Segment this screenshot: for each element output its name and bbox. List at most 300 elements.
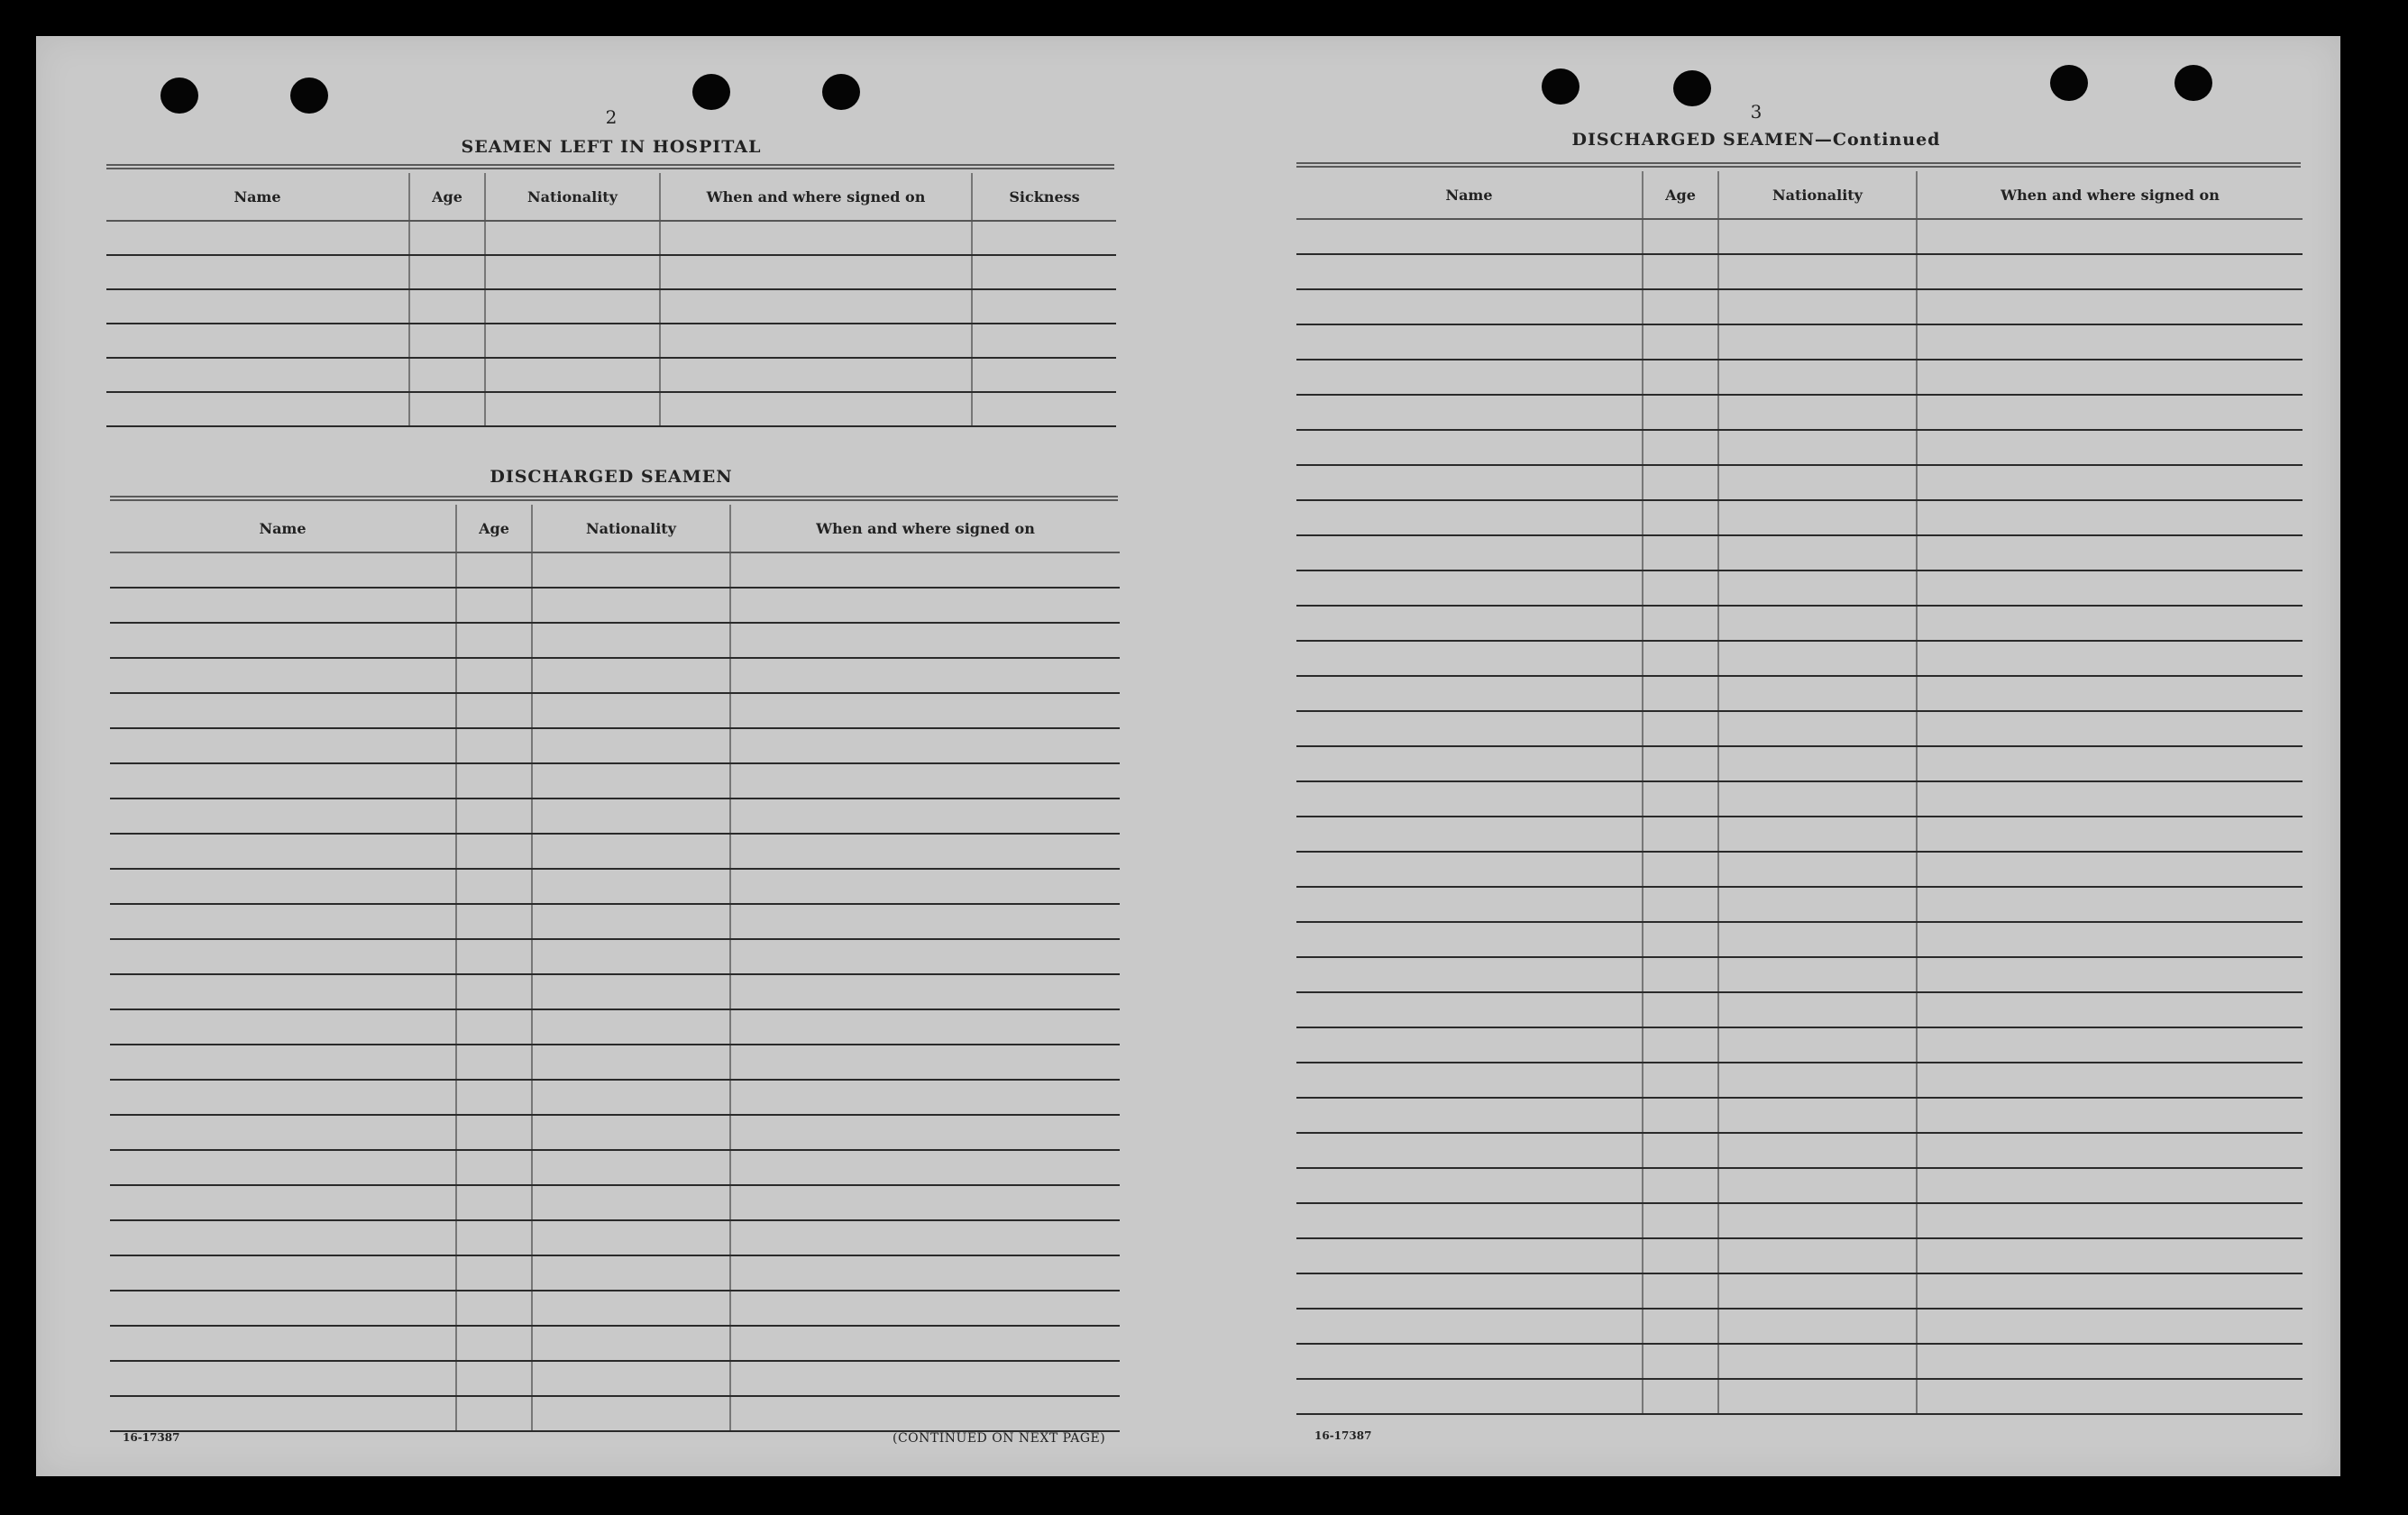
blank-cell[interactable] <box>660 358 972 392</box>
blank-cell[interactable] <box>532 1291 730 1326</box>
blank-cell[interactable] <box>1643 254 1718 289</box>
blank-cell[interactable] <box>1643 289 1718 324</box>
blank-cell[interactable] <box>1917 1133 2303 1168</box>
blank-cell[interactable] <box>1718 1098 1917 1133</box>
blank-cell[interactable] <box>110 763 456 799</box>
blank-cell[interactable] <box>456 1220 532 1255</box>
blank-cell[interactable] <box>1296 992 1643 1027</box>
table-row <box>106 255 1116 289</box>
blank-cell[interactable] <box>730 1361 1120 1396</box>
blank-cell[interactable] <box>1643 606 1718 641</box>
blank-cell[interactable] <box>409 289 485 324</box>
blank-cell[interactable] <box>730 1326 1120 1361</box>
blank-cell[interactable] <box>485 289 660 324</box>
blank-cell[interactable] <box>730 588 1120 623</box>
blank-cell[interactable] <box>532 1150 730 1185</box>
blank-cell[interactable] <box>110 1255 456 1291</box>
blank-cell[interactable] <box>1643 360 1718 395</box>
blank-cell[interactable] <box>1718 1379 1917 1414</box>
blank-cell[interactable] <box>1296 465 1643 500</box>
blank-cell[interactable] <box>1718 817 1917 852</box>
blank-cell[interactable] <box>456 1150 532 1185</box>
blank-cell[interactable] <box>1643 1203 1718 1238</box>
blank-cell[interactable] <box>1917 746 2303 781</box>
table-row <box>1296 1203 2303 1238</box>
blank-cell[interactable] <box>1643 676 1718 711</box>
hospital-table <box>106 173 1116 427</box>
blank-cell[interactable] <box>1296 360 1643 395</box>
blank-cell[interactable] <box>1296 1309 1643 1344</box>
table-row <box>1296 957 2303 992</box>
table-row <box>1296 219 2303 254</box>
blank-cell[interactable] <box>456 1009 532 1045</box>
blank-cell[interactable] <box>409 324 485 358</box>
blank-cell[interactable] <box>1917 324 2303 360</box>
blank-cell[interactable] <box>456 1291 532 1326</box>
table-row <box>110 799 1120 834</box>
blank-cell[interactable] <box>1718 570 1917 606</box>
blank-cell[interactable] <box>1718 606 1917 641</box>
discharged-continued-title: DISCHARGED SEAMEN—Continued <box>1571 130 1941 150</box>
blank-cell[interactable] <box>456 869 532 904</box>
blank-cell[interactable] <box>1718 219 1917 254</box>
column-header-name: Name <box>1296 171 1643 219</box>
blank-cell[interactable] <box>1718 887 1917 922</box>
blank-cell[interactable] <box>1643 781 1718 817</box>
blank-cell[interactable] <box>1718 1273 1917 1309</box>
blank-cell[interactable] <box>110 1220 456 1255</box>
blank-cell[interactable] <box>1917 360 2303 395</box>
blank-cell[interactable] <box>532 939 730 974</box>
column-header-age: Age <box>409 173 485 221</box>
blank-cell[interactable] <box>1917 1063 2303 1098</box>
blank-cell[interactable] <box>1643 430 1718 465</box>
blank-cell[interactable] <box>1296 606 1643 641</box>
blank-cell[interactable] <box>1296 570 1643 606</box>
table-row <box>110 834 1120 869</box>
blank-cell[interactable] <box>972 392 1116 426</box>
blank-cell[interactable] <box>456 1185 532 1220</box>
blank-cell[interactable] <box>1296 1168 1643 1203</box>
table-row <box>1296 606 2303 641</box>
blank-cell[interactable] <box>730 1045 1120 1080</box>
blank-cell[interactable] <box>1643 1063 1718 1098</box>
blank-cell[interactable] <box>1643 219 1718 254</box>
blank-cell[interactable] <box>456 974 532 1009</box>
blank-cell[interactable] <box>1917 254 2303 289</box>
blank-cell[interactable] <box>1718 641 1917 676</box>
blank-cell[interactable] <box>1718 1133 1917 1168</box>
blank-cell[interactable] <box>532 904 730 939</box>
blank-cell[interactable] <box>1643 1309 1718 1344</box>
blank-cell[interactable] <box>1718 992 1917 1027</box>
blank-cell[interactable] <box>1643 1273 1718 1309</box>
blank-cell[interactable] <box>1643 1027 1718 1063</box>
blank-cell[interactable] <box>1643 1098 1718 1133</box>
blank-cell[interactable] <box>1296 430 1643 465</box>
blank-cell[interactable] <box>1917 289 2303 324</box>
blank-cell[interactable] <box>1296 1379 1643 1414</box>
blank-cell[interactable] <box>409 221 485 255</box>
blank-cell[interactable] <box>1917 1379 2303 1414</box>
blank-cell[interactable] <box>1718 1309 1917 1344</box>
blank-cell[interactable] <box>532 1361 730 1396</box>
blank-cell[interactable] <box>110 1045 456 1080</box>
table-header-row <box>110 505 1120 552</box>
blank-cell[interactable] <box>972 255 1116 289</box>
blank-cell[interactable] <box>1917 852 2303 887</box>
blank-cell[interactable] <box>1917 1238 2303 1273</box>
blank-cell[interactable] <box>106 221 409 255</box>
blank-cell[interactable] <box>1643 500 1718 535</box>
blank-cell[interactable] <box>1296 1273 1643 1309</box>
blank-cell[interactable] <box>730 1220 1120 1255</box>
blank-cell[interactable] <box>1296 1344 1643 1379</box>
blank-cell[interactable] <box>1643 465 1718 500</box>
blank-cell[interactable] <box>1718 1238 1917 1273</box>
blank-cell[interactable] <box>106 289 409 324</box>
blank-cell[interactable] <box>1296 957 1643 992</box>
blank-cell[interactable] <box>730 799 1120 834</box>
blank-cell[interactable] <box>532 728 730 763</box>
blank-cell[interactable] <box>1718 465 1917 500</box>
hospital-section-title: SEAMEN LEFT IN HOSPITAL <box>461 137 762 157</box>
blank-cell[interactable] <box>532 1326 730 1361</box>
blank-cell[interactable] <box>106 324 409 358</box>
blank-cell[interactable] <box>1718 1203 1917 1238</box>
blank-cell[interactable] <box>1643 992 1718 1027</box>
blank-cell[interactable] <box>485 255 660 289</box>
blank-cell[interactable] <box>532 552 730 588</box>
blank-cell[interactable] <box>110 623 456 658</box>
blank-cell[interactable] <box>110 834 456 869</box>
blank-cell[interactable] <box>532 974 730 1009</box>
table-row <box>1296 289 2303 324</box>
blank-cell[interactable] <box>110 693 456 728</box>
blank-cell[interactable] <box>1643 1238 1718 1273</box>
blank-cell[interactable] <box>532 869 730 904</box>
blank-cell[interactable] <box>110 1185 456 1220</box>
blank-cell[interactable] <box>1917 1168 2303 1203</box>
blank-cell[interactable] <box>532 1396 730 1431</box>
blank-cell[interactable] <box>1296 500 1643 535</box>
blank-cell[interactable] <box>110 799 456 834</box>
blank-cell[interactable] <box>532 693 730 728</box>
table-row <box>1296 817 2303 852</box>
column-header-nationality: Nationality <box>532 505 730 552</box>
continued-note: (CONTINUED ON NEXT PAGE) <box>893 1431 1106 1446</box>
blank-cell[interactable] <box>730 869 1120 904</box>
table-row <box>110 1361 1120 1396</box>
blank-cell[interactable] <box>1643 535 1718 570</box>
blank-cell[interactable] <box>660 324 972 358</box>
blank-cell[interactable] <box>456 728 532 763</box>
blank-cell[interactable] <box>1643 852 1718 887</box>
blank-cell[interactable] <box>1917 957 2303 992</box>
blank-cell[interactable] <box>1296 1098 1643 1133</box>
blank-cell[interactable] <box>456 552 532 588</box>
blank-cell[interactable] <box>1296 535 1643 570</box>
blank-cell[interactable] <box>1643 1344 1718 1379</box>
blank-cell[interactable] <box>532 763 730 799</box>
blank-cell[interactable] <box>1917 887 2303 922</box>
blank-cell[interactable] <box>456 623 532 658</box>
blank-cell[interactable] <box>972 324 1116 358</box>
blank-cell[interactable] <box>660 289 972 324</box>
blank-cell[interactable] <box>660 255 972 289</box>
blank-cell[interactable] <box>485 221 660 255</box>
blank-cell[interactable] <box>456 1115 532 1150</box>
blank-cell[interactable] <box>730 1115 1120 1150</box>
blank-cell[interactable] <box>532 1115 730 1150</box>
blank-cell[interactable] <box>532 623 730 658</box>
blank-cell[interactable] <box>730 763 1120 799</box>
blank-cell[interactable] <box>110 1361 456 1396</box>
blank-cell[interactable] <box>730 1396 1120 1431</box>
blank-cell[interactable] <box>730 1080 1120 1115</box>
blank-cell[interactable] <box>1718 535 1917 570</box>
blank-cell[interactable] <box>1296 746 1643 781</box>
blank-cell[interactable] <box>1917 641 2303 676</box>
blank-cell[interactable] <box>1718 1344 1917 1379</box>
column-header-age: Age <box>456 505 532 552</box>
blank-cell[interactable] <box>532 1080 730 1115</box>
blank-cell[interactable] <box>730 834 1120 869</box>
blank-cell[interactable] <box>1718 781 1917 817</box>
blank-cell[interactable] <box>106 392 409 426</box>
table-row <box>1296 1098 2303 1133</box>
blank-cell[interactable] <box>1917 500 2303 535</box>
blank-cell[interactable] <box>1643 395 1718 430</box>
blank-cell[interactable] <box>456 1045 532 1080</box>
blank-cell[interactable] <box>456 904 532 939</box>
blank-cell[interactable] <box>110 658 456 693</box>
blank-cell[interactable] <box>1917 711 2303 746</box>
blank-cell[interactable] <box>972 221 1116 255</box>
blank-cell[interactable] <box>1296 711 1643 746</box>
blank-cell[interactable] <box>730 974 1120 1009</box>
blank-cell[interactable] <box>1917 922 2303 957</box>
blank-cell[interactable] <box>1296 289 1643 324</box>
blank-cell[interactable] <box>1718 957 1917 992</box>
blank-cell[interactable] <box>1643 1379 1718 1414</box>
blank-cell[interactable] <box>1917 1309 2303 1344</box>
blank-cell[interactable] <box>1296 922 1643 957</box>
blank-cell[interactable] <box>1718 711 1917 746</box>
blank-cell[interactable] <box>110 552 456 588</box>
blank-cell[interactable] <box>532 1185 730 1220</box>
blank-cell[interactable] <box>1718 852 1917 887</box>
blank-cell[interactable] <box>1718 254 1917 289</box>
blank-cell[interactable] <box>1643 570 1718 606</box>
blank-cell[interactable] <box>1718 500 1917 535</box>
blank-cell[interactable] <box>730 693 1120 728</box>
blank-cell[interactable] <box>1718 395 1917 430</box>
blank-cell[interactable] <box>1296 676 1643 711</box>
blank-cell[interactable] <box>456 1361 532 1396</box>
blank-cell[interactable] <box>1718 324 1917 360</box>
blank-cell[interactable] <box>110 1150 456 1185</box>
blank-cell[interactable] <box>106 358 409 392</box>
blank-cell[interactable] <box>110 904 456 939</box>
blank-cell[interactable] <box>110 1291 456 1326</box>
blank-cell[interactable] <box>456 693 532 728</box>
blank-cell[interactable] <box>1917 992 2303 1027</box>
blank-cell[interactable] <box>1718 922 1917 957</box>
blank-cell[interactable] <box>110 728 456 763</box>
blank-cell[interactable] <box>1917 1273 2303 1309</box>
blank-cell[interactable] <box>972 289 1116 324</box>
blank-cell[interactable] <box>1917 535 2303 570</box>
blank-cell[interactable] <box>532 799 730 834</box>
blank-cell[interactable] <box>456 763 532 799</box>
blank-cell[interactable] <box>730 728 1120 763</box>
blank-cell[interactable] <box>409 358 485 392</box>
blank-cell[interactable] <box>456 588 532 623</box>
blank-cell[interactable] <box>1718 746 1917 781</box>
blank-cell[interactable] <box>532 834 730 869</box>
blank-cell[interactable] <box>1643 1133 1718 1168</box>
blank-cell[interactable] <box>1296 887 1643 922</box>
table-row <box>1296 570 2303 606</box>
blank-cell[interactable] <box>1643 922 1718 957</box>
blank-cell[interactable] <box>532 1045 730 1080</box>
column-header-signed-on: When and where signed on <box>730 505 1120 552</box>
blank-cell[interactable] <box>730 939 1120 974</box>
blank-cell[interactable] <box>456 939 532 974</box>
blank-cell[interactable] <box>1643 957 1718 992</box>
blank-cell[interactable] <box>485 358 660 392</box>
blank-cell[interactable] <box>1296 1027 1643 1063</box>
blank-cell[interactable] <box>409 255 485 289</box>
blank-cell[interactable] <box>1917 219 2303 254</box>
blank-cell[interactable] <box>660 221 972 255</box>
blank-cell[interactable] <box>730 1185 1120 1220</box>
table-row <box>110 1045 1120 1080</box>
blank-cell[interactable] <box>730 1150 1120 1185</box>
blank-cell[interactable] <box>1296 1063 1643 1098</box>
blank-cell[interactable] <box>110 1396 456 1431</box>
blank-cell[interactable] <box>1917 1344 2303 1379</box>
table-row <box>110 974 1120 1009</box>
blank-cell[interactable] <box>730 623 1120 658</box>
blank-cell[interactable] <box>730 1291 1120 1326</box>
blank-cell[interactable] <box>110 974 456 1009</box>
blank-cell[interactable] <box>456 658 532 693</box>
blank-cell[interactable] <box>1718 289 1917 324</box>
blank-cell[interactable] <box>1643 887 1718 922</box>
blank-cell[interactable] <box>1643 324 1718 360</box>
table-row <box>110 763 1120 799</box>
blank-cell[interactable] <box>1718 430 1917 465</box>
blank-cell[interactable] <box>532 1220 730 1255</box>
blank-cell[interactable] <box>456 834 532 869</box>
blank-cell[interactable] <box>1643 817 1718 852</box>
blank-cell[interactable] <box>110 869 456 904</box>
blank-cell[interactable] <box>1296 1203 1643 1238</box>
blank-cell[interactable] <box>1643 641 1718 676</box>
blank-cell[interactable] <box>1917 1203 2303 1238</box>
blank-cell[interactable] <box>1296 254 1643 289</box>
table-header-row <box>106 173 1116 221</box>
table-header-row <box>1296 171 2303 219</box>
blank-cell[interactable] <box>456 1326 532 1361</box>
blank-cell[interactable] <box>1917 781 2303 817</box>
blank-cell[interactable] <box>1917 1098 2303 1133</box>
blank-cell[interactable] <box>485 324 660 358</box>
blank-cell[interactable] <box>110 1009 456 1045</box>
blank-cell[interactable] <box>1296 1133 1643 1168</box>
blank-cell[interactable] <box>1296 1238 1643 1273</box>
blank-cell[interactable] <box>1718 1063 1917 1098</box>
blank-cell[interactable] <box>110 939 456 974</box>
blank-cell[interactable] <box>1296 781 1643 817</box>
blank-cell[interactable] <box>1296 324 1643 360</box>
blank-cell[interactable] <box>1917 1027 2303 1063</box>
blank-cell[interactable] <box>730 904 1120 939</box>
blank-cell[interactable] <box>532 1255 730 1291</box>
blank-cell[interactable] <box>730 658 1120 693</box>
blank-cell[interactable] <box>106 255 409 289</box>
table-row <box>1296 746 2303 781</box>
blank-cell[interactable] <box>730 1255 1120 1291</box>
table-row <box>1296 324 2303 360</box>
blank-cell[interactable] <box>456 799 532 834</box>
blank-cell[interactable] <box>1917 430 2303 465</box>
blank-cell[interactable] <box>1917 395 2303 430</box>
table-row <box>110 1185 1120 1220</box>
blank-cell[interactable] <box>110 1080 456 1115</box>
blank-cell[interactable] <box>485 392 660 426</box>
blank-cell[interactable] <box>1643 746 1718 781</box>
blank-cell[interactable] <box>409 392 485 426</box>
blank-cell[interactable] <box>1643 711 1718 746</box>
blank-cell[interactable] <box>456 1080 532 1115</box>
blank-cell[interactable] <box>1917 817 2303 852</box>
blank-cell[interactable] <box>972 358 1116 392</box>
blank-cell[interactable] <box>730 1009 1120 1045</box>
blank-cell[interactable] <box>110 1326 456 1361</box>
blank-cell[interactable] <box>456 1396 532 1431</box>
blank-cell[interactable] <box>532 658 730 693</box>
blank-cell[interactable] <box>1296 219 1643 254</box>
blank-cell[interactable] <box>1917 606 2303 641</box>
blank-cell[interactable] <box>730 552 1120 588</box>
blank-cell[interactable] <box>456 1255 532 1291</box>
blank-cell[interactable] <box>660 392 972 426</box>
blank-cell[interactable] <box>1917 465 2303 500</box>
blank-cell[interactable] <box>1718 676 1917 711</box>
blank-cell[interactable] <box>1296 852 1643 887</box>
blank-cell[interactable] <box>1917 570 2303 606</box>
blank-cell[interactable] <box>1296 641 1643 676</box>
table-row <box>110 658 1120 693</box>
blank-cell[interactable] <box>110 1115 456 1150</box>
blank-cell[interactable] <box>1718 1168 1917 1203</box>
blank-cell[interactable] <box>532 1009 730 1045</box>
blank-cell[interactable] <box>1296 395 1643 430</box>
blank-cell[interactable] <box>532 588 730 623</box>
table-row <box>1296 500 2303 535</box>
blank-cell[interactable] <box>1296 817 1643 852</box>
table-row <box>110 869 1120 904</box>
blank-cell[interactable] <box>1718 360 1917 395</box>
blank-cell[interactable] <box>110 588 456 623</box>
table-row <box>1296 1133 2303 1168</box>
blank-cell[interactable] <box>1718 1027 1917 1063</box>
blank-cell[interactable] <box>1643 1168 1718 1203</box>
blank-cell[interactable] <box>1917 676 2303 711</box>
